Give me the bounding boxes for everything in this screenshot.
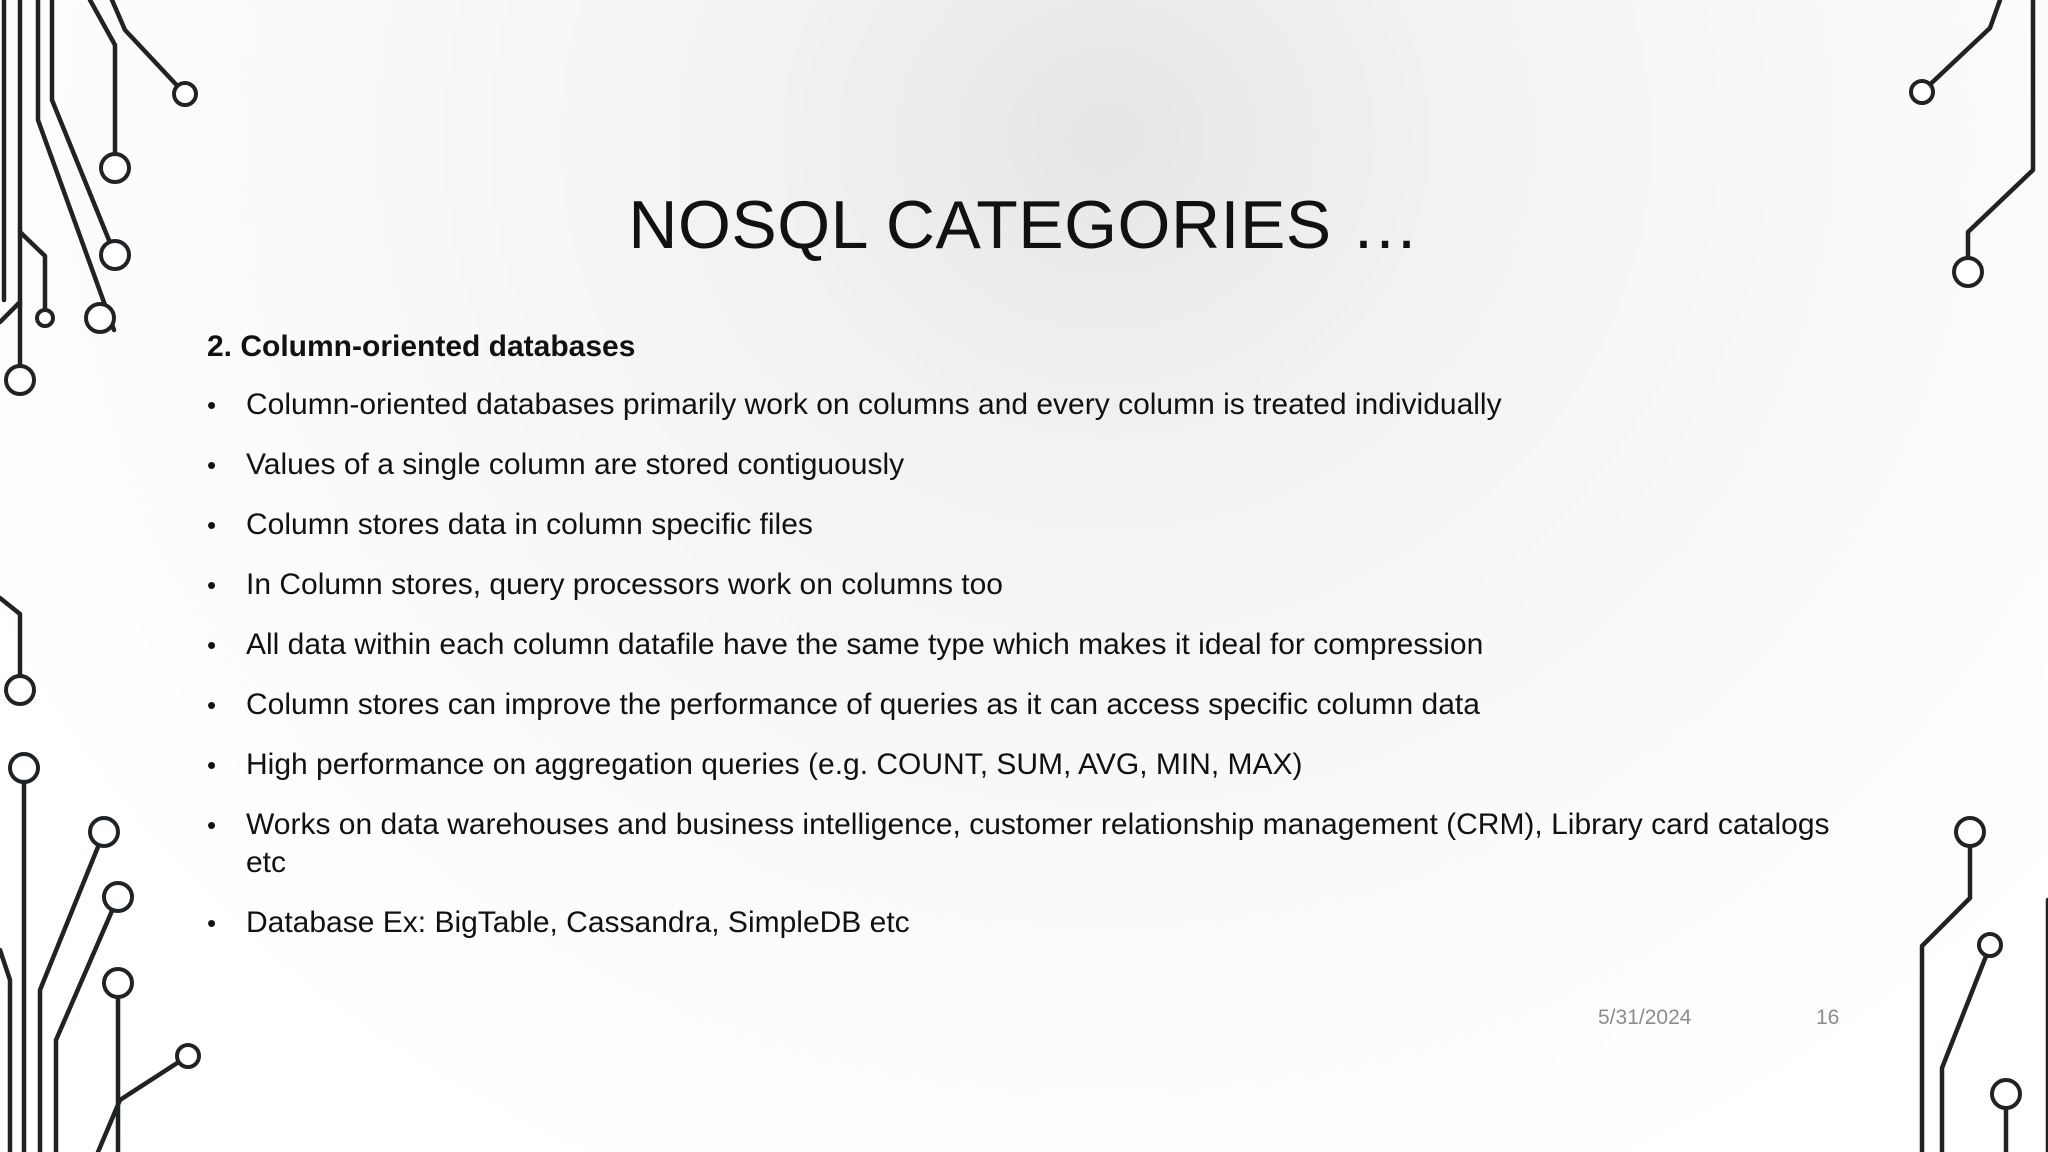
- circuit-left-middle: [0, 598, 38, 782]
- list-item: [207, 506, 1847, 544]
- list-item: [207, 746, 1847, 784]
- bullet-text: Values of a single column are stored contiguously: [246, 448, 905, 481]
- list-item: [207, 904, 1847, 942]
- bullet-list: [207, 386, 1847, 942]
- circuit-bottom-left: [0, 782, 199, 1152]
- bullet-icon: •: [207, 630, 217, 660]
- bullet-text: All data within each column datafile have the same type which makes it ideal for compression: [246, 628, 1484, 661]
- bullet-icon: •: [207, 810, 217, 840]
- bullet-text: Column stores can improve the performance of queries as it can access specific column data: [246, 688, 1480, 721]
- bullet-text: Database Ex: BigTable, Cassandra, SimpleDB etc: [246, 906, 910, 939]
- slide-body: [207, 330, 1847, 964]
- bullet-icon: •: [207, 570, 217, 600]
- list-item: [207, 566, 1847, 604]
- bullet-icon: •: [207, 908, 217, 938]
- bullet-text: High performance on aggregation queries (e.g. COUNT, SUM, AVG, MIN, MAX): [246, 748, 1303, 781]
- bullet-icon: •: [207, 750, 217, 780]
- slide-title: NOSQL CATEGORIES …: [628, 187, 1420, 263]
- list-item: [207, 446, 1847, 484]
- bullet-text: Column-oriented databases primarily work on columns and every column is treated individually: [246, 388, 1502, 421]
- bullet-icon: •: [207, 390, 217, 420]
- circuit-bottom-right: [1922, 818, 2048, 1152]
- list-item: [207, 626, 1847, 664]
- list-item: [207, 386, 1847, 424]
- list-item: [207, 806, 1847, 882]
- list-item: [207, 686, 1847, 724]
- bullet-icon: •: [207, 450, 217, 480]
- bullet-text: In Column stores, query processors work on columns too: [246, 568, 1003, 601]
- bullet-text: Works on data warehouses and business intelligence, customer relationship management (CRM), Library card catalogs etc: [246, 808, 1830, 879]
- footer-date: 5/31/2024: [1598, 1006, 1692, 1029]
- slide-number: 16: [1816, 1006, 1840, 1029]
- bullet-icon: •: [207, 690, 217, 720]
- bullet-text: Column stores data in column specific files: [246, 508, 813, 541]
- section-heading: 2. Column-oriented databases: [207, 330, 636, 363]
- bullet-icon: •: [207, 510, 217, 540]
